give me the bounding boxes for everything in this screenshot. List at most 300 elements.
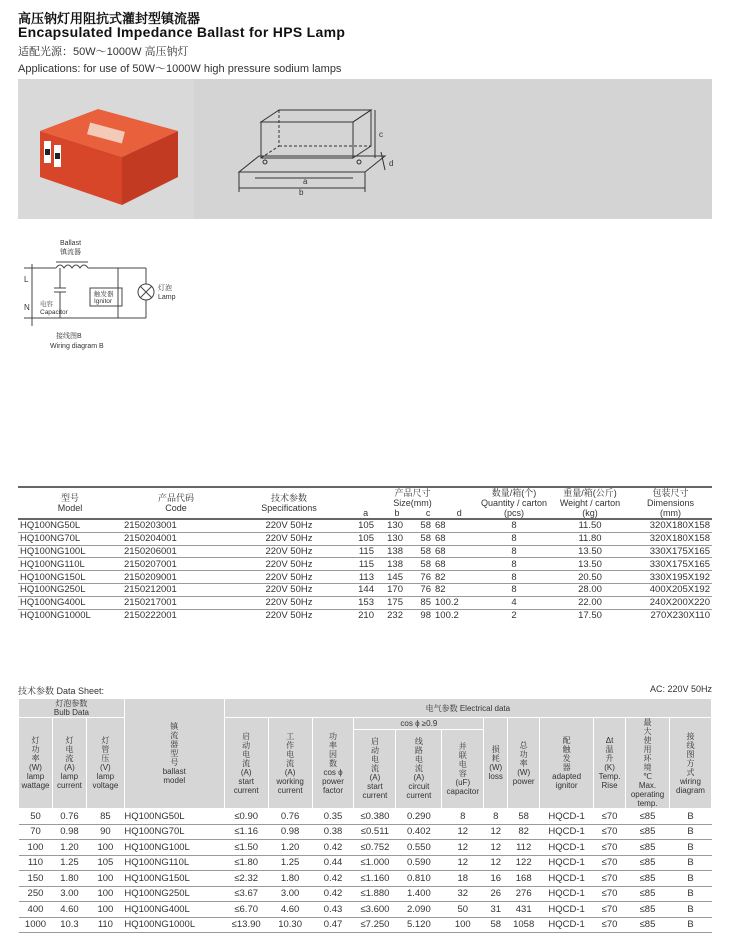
header-line: 配 bbox=[562, 736, 571, 745]
header-line: ignitor bbox=[555, 781, 578, 790]
dim-b-label: b bbox=[299, 188, 304, 197]
table-cell: HQ100NG50L bbox=[18, 519, 122, 532]
table-cell: 330X175X165 bbox=[629, 558, 712, 571]
header-line: 作 bbox=[286, 740, 295, 750]
table-cell: 0.402 bbox=[396, 824, 442, 840]
table-cell: ≤1.50 bbox=[224, 840, 268, 856]
table-cell: HQ100NG50L bbox=[124, 809, 224, 825]
product-table bbox=[18, 486, 712, 621]
ballast-label-en: Ballast bbox=[60, 240, 82, 247]
th-start-current bbox=[224, 718, 268, 809]
table-cell: 1000 bbox=[19, 917, 53, 933]
header-line: 联 bbox=[458, 750, 467, 760]
table-cell: 31 bbox=[484, 902, 508, 918]
table-row bbox=[18, 583, 712, 596]
table-cell: 11.80 bbox=[551, 532, 629, 545]
table-cell: 8 bbox=[477, 545, 551, 558]
table-cell: 0.42 bbox=[312, 840, 354, 856]
table-cell: HQCD-1 bbox=[540, 902, 594, 918]
table-row bbox=[18, 609, 712, 621]
table-cell: 0.44 bbox=[312, 855, 354, 871]
header-line: 电 bbox=[65, 745, 74, 754]
table-cell: HQ100NG250L bbox=[124, 886, 224, 902]
table-cell: 110 bbox=[19, 855, 53, 871]
table-cell: HQ100NG1000L bbox=[18, 609, 122, 621]
header-line: Temp. bbox=[598, 772, 621, 781]
ballast-label-cn: 镇流器 bbox=[60, 249, 81, 256]
ignitor-label-cn: 触发器 bbox=[94, 291, 114, 298]
th-spec-cn: 技术参数 bbox=[270, 493, 307, 503]
table-cell: 11.50 bbox=[551, 519, 629, 532]
table-cell: 10.30 bbox=[268, 917, 312, 933]
table-cell: HQ100NG150L bbox=[124, 871, 224, 887]
table-cell: ≤0.511 bbox=[354, 824, 396, 840]
table-cell: 8 bbox=[477, 558, 551, 571]
table-cell: 8 bbox=[442, 809, 484, 825]
table-cell: 12 bbox=[442, 824, 484, 840]
header-line: 流 bbox=[286, 758, 295, 768]
table-cell: 0.290 bbox=[396, 809, 442, 825]
table-cell: 232 bbox=[376, 609, 405, 621]
table-cell: 1.80 bbox=[52, 871, 86, 887]
header-line: 数 bbox=[329, 758, 338, 768]
header-line: 总 bbox=[519, 740, 528, 750]
header-line: 功 bbox=[329, 731, 338, 741]
bulb-data-en: Bulb Data bbox=[53, 708, 89, 717]
table-cell: HQ100NG100L bbox=[124, 840, 224, 856]
table-cell: 100 bbox=[442, 917, 484, 933]
header-line: 灯 bbox=[65, 736, 74, 745]
header-line: 器 bbox=[562, 763, 571, 772]
table-cell: HQCD-1 bbox=[540, 871, 594, 887]
wiring-diagram bbox=[18, 236, 218, 361]
table-cell: 76 bbox=[405, 571, 433, 584]
capacitor-label-en: Capacitor bbox=[40, 309, 68, 316]
th-a: a bbox=[363, 508, 369, 518]
table-cell: 276 bbox=[508, 886, 540, 902]
th-adapted-ignitor bbox=[540, 718, 594, 809]
table-cell: HQCD-1 bbox=[540, 886, 594, 902]
table-cell: ≤0.380 bbox=[354, 809, 396, 825]
table-cell: ≤70 bbox=[594, 871, 626, 887]
table-cell: 168 bbox=[508, 871, 540, 887]
table-cell: ≤13.90 bbox=[224, 917, 268, 933]
product-photo bbox=[18, 79, 194, 219]
header-line: (W) bbox=[29, 763, 42, 772]
header-line: (A) bbox=[64, 763, 75, 772]
table-cell: 0.98 bbox=[268, 824, 312, 840]
table-cell: ≤0.90 bbox=[224, 809, 268, 825]
header-line: 路 bbox=[414, 746, 423, 756]
th-capacitor bbox=[442, 729, 484, 808]
table-cell: 58 bbox=[405, 532, 433, 545]
header-line: 线 bbox=[686, 740, 695, 750]
header-line: 工 bbox=[286, 731, 295, 741]
header-line: 压 bbox=[101, 754, 110, 763]
table-cell: 105 bbox=[348, 532, 376, 545]
table-cell: 240X200X220 bbox=[629, 596, 712, 609]
header-line: (V) bbox=[100, 763, 111, 772]
th-d: d bbox=[456, 508, 462, 518]
table-cell: ≤70 bbox=[594, 840, 626, 856]
th-size-cn: 产品尺寸 bbox=[394, 488, 431, 498]
header-line: 并 bbox=[458, 741, 467, 751]
header-line: ℃ bbox=[643, 772, 652, 781]
th-code-cn: 产品代码 bbox=[157, 493, 194, 503]
header-line: 温 bbox=[605, 745, 614, 754]
table-cell: 105 bbox=[348, 519, 376, 532]
table-cell: B bbox=[669, 840, 711, 856]
table-cell: 68 bbox=[433, 519, 477, 532]
electrical-data-header: 电气参数 Electrical data bbox=[224, 699, 711, 718]
th-c: c bbox=[425, 508, 431, 518]
table-cell: 0.43 bbox=[312, 902, 354, 918]
table-cell: HQ100NG1000L bbox=[124, 917, 224, 933]
line-l-label: L bbox=[24, 275, 29, 284]
table-cell: 130 bbox=[376, 519, 405, 532]
table-cell: ≤3.67 bbox=[224, 886, 268, 902]
th-weight-cn: 重量/箱(公斤) bbox=[563, 488, 617, 498]
header-line: 流 bbox=[65, 754, 74, 763]
header-line: adapted bbox=[552, 772, 582, 781]
header-line: diagram bbox=[676, 785, 705, 795]
table-cell: 1058 bbox=[508, 917, 540, 933]
table-cell: 58 bbox=[508, 809, 540, 825]
header-line: (K) bbox=[604, 763, 615, 772]
header-line: 率 bbox=[31, 754, 40, 763]
table-cell: 0.590 bbox=[396, 855, 442, 871]
table-cell: 220V 50Hz bbox=[230, 571, 348, 584]
table-cell: 82 bbox=[508, 824, 540, 840]
th-dim-unit: (mm) bbox=[660, 508, 681, 518]
table-cell: 400X205X192 bbox=[629, 583, 712, 596]
table-cell: 0.76 bbox=[268, 809, 312, 825]
th-b: b bbox=[394, 508, 400, 518]
table-cell: 100 bbox=[86, 886, 124, 902]
header-line: lamp bbox=[26, 772, 45, 781]
header-line: 电 bbox=[286, 749, 295, 759]
table-cell: 4.60 bbox=[52, 902, 86, 918]
table-row bbox=[19, 917, 712, 933]
table-cell: 12 bbox=[484, 824, 508, 840]
table-cell: 2150206001 bbox=[122, 545, 230, 558]
table-cell: ≤1.000 bbox=[354, 855, 396, 871]
table-cell: B bbox=[669, 871, 711, 887]
table-cell: 12 bbox=[484, 840, 508, 856]
header-line: 型 bbox=[170, 749, 179, 758]
table-cell: 1.400 bbox=[396, 886, 442, 902]
table-row bbox=[19, 855, 712, 871]
table-cell: 4 bbox=[477, 596, 551, 609]
table-cell: ≤85 bbox=[626, 917, 670, 933]
table-cell: 68 bbox=[433, 532, 477, 545]
table-cell: 58 bbox=[484, 917, 508, 933]
header-line: wattage bbox=[21, 781, 50, 790]
dim-a-label: a bbox=[303, 177, 308, 186]
th-model-cn: 型号 bbox=[60, 493, 79, 503]
table-cell: 110 bbox=[86, 917, 124, 933]
header-line: 容 bbox=[458, 768, 467, 778]
table-cell: 100 bbox=[86, 902, 124, 918]
table-cell: ≤6.70 bbox=[224, 902, 268, 918]
header-line: capacitor bbox=[446, 786, 479, 796]
header-line: 率 bbox=[329, 740, 338, 750]
table-cell: 0.47 bbox=[312, 917, 354, 933]
th-power-factor bbox=[312, 718, 354, 809]
th-start-current-2 bbox=[354, 729, 396, 808]
header-line: 功 bbox=[31, 745, 40, 754]
table-cell: 1.20 bbox=[52, 840, 86, 856]
header-line: 流 bbox=[370, 764, 379, 774]
table-cell: 115 bbox=[348, 545, 376, 558]
header-line: 号 bbox=[170, 758, 179, 767]
table-cell: 8 bbox=[477, 519, 551, 532]
lamp-label-cn: 灯泡 bbox=[158, 285, 172, 292]
table-cell: HQ100NG70L bbox=[124, 824, 224, 840]
table-cell: 26 bbox=[484, 886, 508, 902]
table-cell: 12 bbox=[442, 855, 484, 871]
header-line: (W) bbox=[489, 763, 503, 772]
table-cell: HQ100NG150L bbox=[18, 571, 122, 584]
dim-d-label: d bbox=[389, 159, 394, 168]
header-line: start bbox=[238, 776, 254, 786]
table-cell: ≤70 bbox=[594, 809, 626, 825]
table-cell: ≤1.880 bbox=[354, 886, 396, 902]
table-cell: 100.2 bbox=[433, 609, 477, 621]
table-cell: HQ100NG400L bbox=[18, 596, 122, 609]
th-spec-en: Specifications bbox=[261, 503, 317, 513]
table-cell: 2150209001 bbox=[122, 571, 230, 584]
table-cell: 100 bbox=[86, 840, 124, 856]
table-row bbox=[19, 809, 712, 825]
table-cell: 5.120 bbox=[396, 917, 442, 933]
header-line: 流 bbox=[170, 731, 179, 740]
table-cell: HQCD-1 bbox=[540, 855, 594, 871]
header-line: 器 bbox=[170, 740, 179, 749]
table-cell: 144 bbox=[348, 583, 376, 596]
table-cell: 2 bbox=[477, 609, 551, 621]
table-cell: 18 bbox=[442, 871, 484, 887]
table-cell: 85 bbox=[405, 596, 433, 609]
table-cell: 8 bbox=[484, 809, 508, 825]
table-cell: 220V 50Hz bbox=[230, 545, 348, 558]
table-cell: ≤85 bbox=[626, 855, 670, 871]
header-line: 发 bbox=[562, 754, 571, 763]
header-line: 电 bbox=[458, 759, 467, 769]
header-line: 管 bbox=[101, 745, 110, 754]
th-lamp-wattage bbox=[19, 718, 53, 809]
table-cell: 0.35 bbox=[312, 809, 354, 825]
th-lamp-current bbox=[52, 718, 86, 809]
header-line: 图 bbox=[686, 749, 695, 759]
header-line: Max. bbox=[638, 781, 657, 790]
header-line: model bbox=[163, 776, 186, 785]
th-working-current bbox=[268, 718, 312, 809]
table-row bbox=[18, 545, 712, 558]
table-cell: 210 bbox=[348, 609, 376, 621]
dim-c-label: c bbox=[379, 130, 383, 139]
header-line: current bbox=[56, 781, 82, 790]
header-line: power bbox=[512, 776, 535, 786]
table-cell: 115 bbox=[348, 558, 376, 571]
th-size-en: Size(mm) bbox=[393, 498, 432, 508]
table-cell: HQCD-1 bbox=[540, 824, 594, 840]
table-cell: ≤3.600 bbox=[354, 902, 396, 918]
table-cell: HQ100NG110L bbox=[124, 855, 224, 871]
header-line: wiring bbox=[680, 776, 701, 786]
th-model-en: Model bbox=[57, 503, 83, 513]
dimension-drawing bbox=[225, 92, 405, 207]
header-line: (uF) bbox=[455, 777, 471, 787]
th-code-en: Code bbox=[165, 503, 187, 513]
table-cell: 90 bbox=[86, 824, 124, 840]
table-cell: ≤70 bbox=[594, 824, 626, 840]
table-cell: 17.50 bbox=[551, 609, 629, 621]
th-lamp-voltage bbox=[86, 718, 124, 809]
th-dim-en: Dimensions bbox=[646, 498, 695, 508]
table-cell: HQ100NG110L bbox=[18, 558, 122, 571]
header-line: 用 bbox=[643, 745, 652, 754]
header-line: 耗 bbox=[491, 754, 500, 763]
table-cell: 2150204001 bbox=[122, 532, 230, 545]
lamp-label-en: Lamp bbox=[158, 294, 176, 301]
table-cell: 105 bbox=[86, 855, 124, 871]
header-line: current bbox=[233, 785, 259, 795]
header-line: circuit bbox=[408, 782, 430, 792]
table-cell: 58 bbox=[405, 519, 433, 532]
applications-en: Applications: for use of 50W～1000W high pressure sodium lamps bbox=[18, 63, 342, 75]
table-cell: 68 bbox=[433, 545, 477, 558]
table-cell: 82 bbox=[433, 583, 477, 596]
table-cell: 58 bbox=[405, 558, 433, 571]
diagram-label-en: Wiring diagram B bbox=[50, 343, 104, 350]
th-ballast-model bbox=[124, 699, 224, 809]
table-cell: 2150222001 bbox=[122, 609, 230, 621]
table-cell: B bbox=[669, 855, 711, 871]
header-line: 灯 bbox=[101, 736, 110, 745]
line-n-label: N bbox=[24, 303, 30, 312]
table-cell: 100 bbox=[86, 871, 124, 887]
table-row bbox=[18, 558, 712, 571]
table-cell: ≤1.80 bbox=[224, 855, 268, 871]
header-line: 镇 bbox=[170, 722, 179, 731]
header-line: Rise bbox=[601, 781, 618, 790]
table-cell: 112 bbox=[508, 840, 540, 856]
table-cell: 8 bbox=[477, 532, 551, 545]
table-cell: 28.00 bbox=[551, 583, 629, 596]
table-cell: 130 bbox=[376, 532, 405, 545]
table-cell: ≤7.250 bbox=[354, 917, 396, 933]
header-line: current bbox=[362, 791, 388, 801]
table-cell: ≤70 bbox=[594, 855, 626, 871]
table-cell: ≤0.752 bbox=[354, 840, 396, 856]
table-cell: 220V 50Hz bbox=[230, 519, 348, 532]
table-cell: 1.20 bbox=[268, 840, 312, 856]
header-line: 损 bbox=[491, 745, 500, 754]
table-cell: 145 bbox=[376, 571, 405, 584]
header-line: current bbox=[277, 785, 303, 795]
table-cell: ≤85 bbox=[626, 809, 670, 825]
th-dim-cn: 包装尺寸 bbox=[652, 488, 689, 498]
th-weight-en: Weight / carton bbox=[559, 498, 621, 508]
table-cell: 1.25 bbox=[268, 855, 312, 871]
table-cell: ≤1.16 bbox=[224, 824, 268, 840]
title-en: Encapsulated Impedance Ballast for HPS Lamp bbox=[18, 24, 346, 40]
table-cell: 0.42 bbox=[312, 886, 354, 902]
header-line: ballast bbox=[162, 767, 186, 776]
table-cell: 1.25 bbox=[52, 855, 86, 871]
table-cell: 330X195X192 bbox=[629, 571, 712, 584]
table-cell: 2150212001 bbox=[122, 583, 230, 596]
header-line: 动 bbox=[242, 740, 251, 750]
table-cell: 1.80 bbox=[268, 871, 312, 887]
header-line: 动 bbox=[370, 746, 379, 756]
table-cell: 153 bbox=[348, 596, 376, 609]
table-cell: B bbox=[669, 902, 711, 918]
table-cell: 3.00 bbox=[268, 886, 312, 902]
th-qty-cn: 数量/箱(个) bbox=[491, 488, 537, 498]
table-cell: 220V 50Hz bbox=[230, 583, 348, 596]
table-cell: 76 bbox=[405, 583, 433, 596]
header-line: lamp bbox=[60, 772, 79, 781]
table-cell: 220V 50Hz bbox=[230, 609, 348, 621]
th-wiring-diagram bbox=[669, 718, 711, 809]
header-line: 环 bbox=[643, 754, 652, 763]
table-cell: 13.50 bbox=[551, 545, 629, 558]
table-cell: ≤1.160 bbox=[354, 871, 396, 887]
table-row bbox=[19, 902, 712, 918]
table-cell: HQCD-1 bbox=[540, 809, 594, 825]
table-cell: 220V 50Hz bbox=[230, 596, 348, 609]
header-line: 灯 bbox=[31, 736, 40, 745]
table-cell: 10.3 bbox=[52, 917, 86, 933]
table-cell: 32 bbox=[442, 886, 484, 902]
ignitor-label-en: Ignitor bbox=[94, 298, 113, 305]
table-cell: 3.00 bbox=[52, 886, 86, 902]
header-line: 升 bbox=[605, 754, 614, 763]
table-cell: 2150207001 bbox=[122, 558, 230, 571]
table-cell: ≤85 bbox=[626, 902, 670, 918]
th-qty-en: Quantity / carton bbox=[480, 498, 548, 508]
table-cell: 170 bbox=[376, 583, 405, 596]
table-cell: 0.98 bbox=[52, 824, 86, 840]
datasheet-ac: AC: 220V 50Hz bbox=[649, 684, 712, 694]
table-cell: 2150203001 bbox=[122, 519, 230, 532]
table-cell: 98 bbox=[405, 609, 433, 621]
table-cell: 138 bbox=[376, 558, 405, 571]
header-line: (A) bbox=[413, 773, 425, 783]
header-line: start bbox=[367, 782, 383, 792]
header-line: lamp bbox=[96, 772, 115, 781]
table-cell: 8 bbox=[477, 571, 551, 584]
table-cell: 220V 50Hz bbox=[230, 532, 348, 545]
table-cell: HQCD-1 bbox=[540, 840, 594, 856]
header-line: power bbox=[322, 776, 344, 786]
table-cell: 0.42 bbox=[312, 871, 354, 887]
header-line: working bbox=[276, 776, 304, 786]
table-row bbox=[18, 571, 712, 584]
header-line: cos ϕ bbox=[323, 767, 343, 777]
header-line: 线 bbox=[414, 737, 423, 747]
header-line: 境 bbox=[643, 763, 652, 772]
table-cell: 85 bbox=[86, 809, 124, 825]
header-line: 方 bbox=[686, 758, 695, 768]
header-line: voltage bbox=[92, 781, 119, 790]
table-cell: 50 bbox=[19, 809, 53, 825]
th-power bbox=[508, 718, 540, 809]
datasheet-title: 技术参数 Data Sheet: bbox=[18, 686, 105, 696]
table-cell: 16 bbox=[484, 871, 508, 887]
